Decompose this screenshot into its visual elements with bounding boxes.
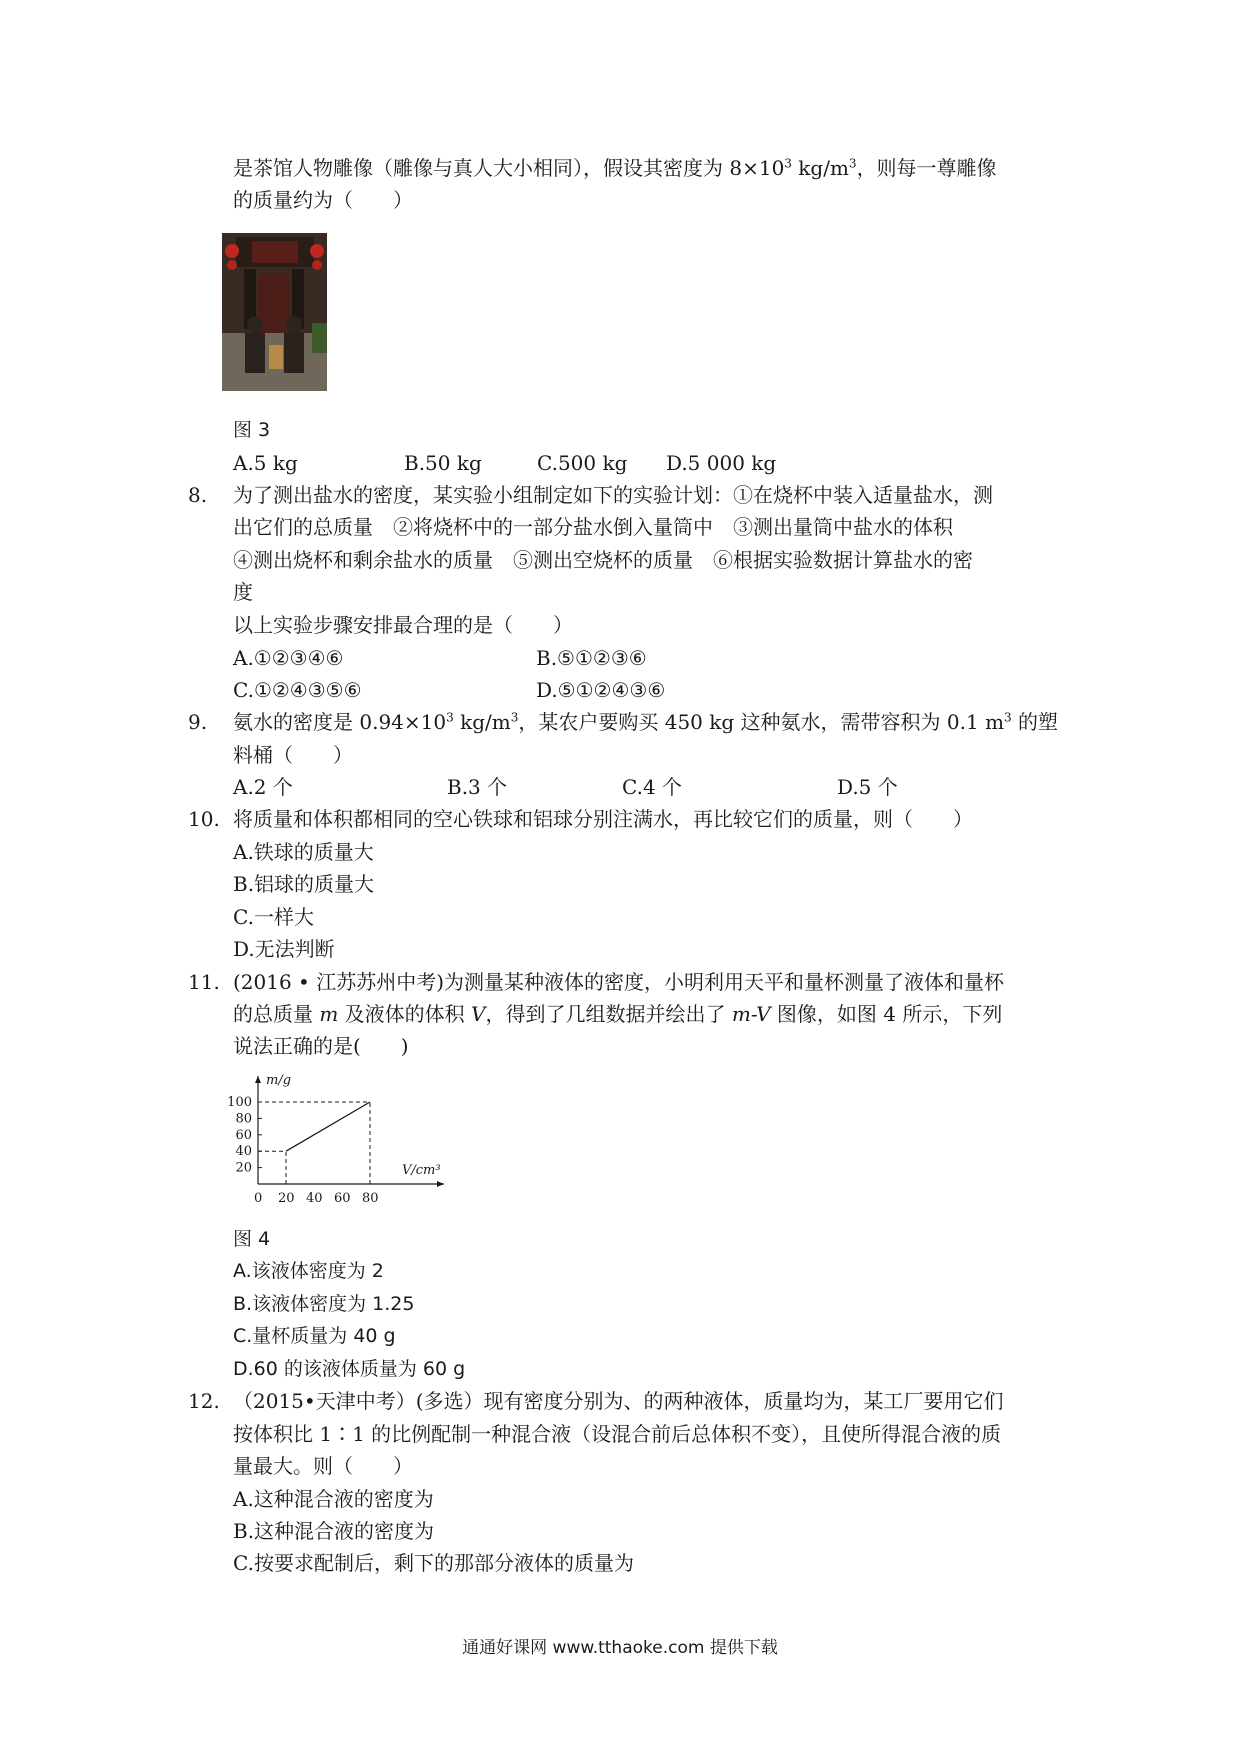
q9-option-b: B.3 个 — [447, 775, 508, 799]
q10-option-d: D.无法判断 — [233, 937, 335, 961]
q8-number: 8. — [188, 483, 208, 507]
q9-text-line-1: 氨水的密度是 $0.94\times 10^3$ $kg/m^3$，某农户要购买 450 kg 这种氨水，需带容积为 0.1 $m^3$ 的塑 — [233, 710, 1059, 734]
q9-text-line-2: 料桶（ ） — [233, 743, 353, 767]
q8-text-line-3: ④测出烧杯和剩余盐水的质量 ⑤测出空烧杯的质量 ⑥根据实验数据计算盐水的密 — [233, 548, 973, 572]
y-tick-label: 60 — [235, 1127, 252, 1143]
q8-option-b: B.⑤①②③⑥ — [536, 646, 647, 670]
q11-number: 11. — [188, 970, 220, 994]
y-tick-label: 100 — [227, 1095, 252, 1110]
q9-option-c: C.4 个 — [622, 775, 683, 799]
q11-option-c: C.量杯质量为 40 g — [233, 1325, 396, 1347]
q10-text: 将质量和体积都相同的空心铁球和铝球分别注满水，再比较它们的质量，则（ ） — [233, 807, 973, 831]
chart-y-ticks — [227, 1095, 262, 1176]
x-tick-label: 0 — [254, 1191, 263, 1206]
m-v-graph — [222, 1070, 452, 1210]
q11-text-line-1: (2016 • 江苏苏州中考)为测量某种液体的密度，小明利用天平和量杯测量了液体和量杯 — [233, 970, 1005, 994]
teahouse-statue-photo — [222, 233, 327, 391]
q11-text-line-3: 说法正确的是( ) — [233, 1034, 409, 1058]
q8-text-line-2: 出它们的总质量 ②将烧杯中的一部分盐水倒入量筒中 ③测出量筒中盐水的体积 — [233, 515, 953, 539]
q12-option-c: C.按要求配制后，剩下的那部分液体的质量为 — [233, 1551, 634, 1575]
q12-text-line-3: 量最大。则（ ） — [233, 1454, 413, 1478]
q10-option-a: A.铁球的质量大 — [233, 840, 374, 864]
q7-option-c: C.500 kg — [537, 451, 628, 475]
q8-text-line-1: 为了测出盐水的密度，某实验小组制定如下的实验计划：①在烧杯中装入适量盐水，测 — [233, 483, 993, 507]
q9-number: 9. — [188, 710, 208, 734]
x-tick-label: 80 — [362, 1191, 379, 1206]
q7-option-d: D.5 000 kg — [666, 451, 777, 475]
q11-option-b: B.该液体密度为 1.25 — [233, 1293, 415, 1315]
q12-text-line-1: （2015•天津中考）(多选）现有密度分别为、的两种液体，质量均为，某工厂要用它们 — [233, 1389, 1004, 1413]
y-tick-label: 80 — [235, 1111, 252, 1127]
x-tick-label: 60 — [334, 1191, 351, 1206]
q10-option-c: C.一样大 — [233, 905, 314, 929]
q7-option-b: B.50 kg — [404, 451, 482, 475]
q7-text-line-2: 的质量约为（ ） — [233, 188, 413, 212]
q8-option-c: C.①②④③⑤⑥ — [233, 678, 362, 702]
chart-guide-lines — [258, 1102, 370, 1184]
q11-option-d: D.60 的该液体质量为 60 g — [233, 1358, 466, 1380]
q11-text-line-2: 的总质量 m 及液体的体积 V，得到了几组数据并绘出了 m-V 图像，如图 4 所示，下列 — [233, 1002, 1003, 1026]
y-axis-arrow — [255, 1076, 261, 1083]
q11-option-a: A.该液体密度为 2 — [233, 1260, 384, 1282]
q9-option-a: A.2 个 — [233, 775, 293, 799]
q10-number: 10. — [188, 807, 220, 831]
q10-option-b: B.铝球的质量大 — [233, 872, 375, 896]
chart-y-axis-label: m/g — [266, 1073, 292, 1088]
chart-x-axis-label: V/cm³ — [402, 1163, 441, 1178]
q12-option-a: A.这种混合液的密度为 — [233, 1487, 434, 1511]
q12-number: 12. — [188, 1389, 220, 1413]
q7-option-a: A.5 kg — [233, 451, 298, 475]
chart-x-ticks — [254, 1191, 379, 1206]
q9-option-d: D.5 个 — [837, 775, 898, 799]
x-tick-label: 20 — [278, 1191, 295, 1206]
q8-option-a: A.①②③④⑥ — [233, 646, 344, 670]
chart-series — [286, 1102, 370, 1151]
q8-text-line-4: 度 — [233, 580, 253, 604]
q8-text-line-5: 以上实验步骤安排最合理的是（ ） — [233, 613, 573, 637]
y-tick-label: 20 — [235, 1160, 252, 1176]
q8-option-d: D.⑤①②④③⑥ — [536, 678, 666, 702]
y-tick-label: 40 — [235, 1144, 252, 1160]
q7-text-line-1: 是茶馆人物雕像（雕像与真人大小相同），假设其密度为 $8\times 10^3$ $kg/m^3$，则每一尊雕像 — [233, 156, 997, 180]
q12-text-line-2: 按体积比 1∶1 的比例配制一种混合液（设混合前后总体积不变），且使所得混合液的质 — [233, 1422, 1002, 1446]
q12-option-b: B.这种混合液的密度为 — [233, 1519, 435, 1543]
q11-figure-label: 图 4 — [233, 1228, 271, 1250]
chart-series-line — [286, 1102, 370, 1151]
page-footer: 通通好课网 www.tthaoke.com 提供下载 — [462, 1638, 778, 1658]
q7-figure-label: 图 3 — [233, 419, 271, 441]
x-tick-label: 40 — [306, 1191, 323, 1206]
x-axis-arrow — [437, 1181, 444, 1187]
